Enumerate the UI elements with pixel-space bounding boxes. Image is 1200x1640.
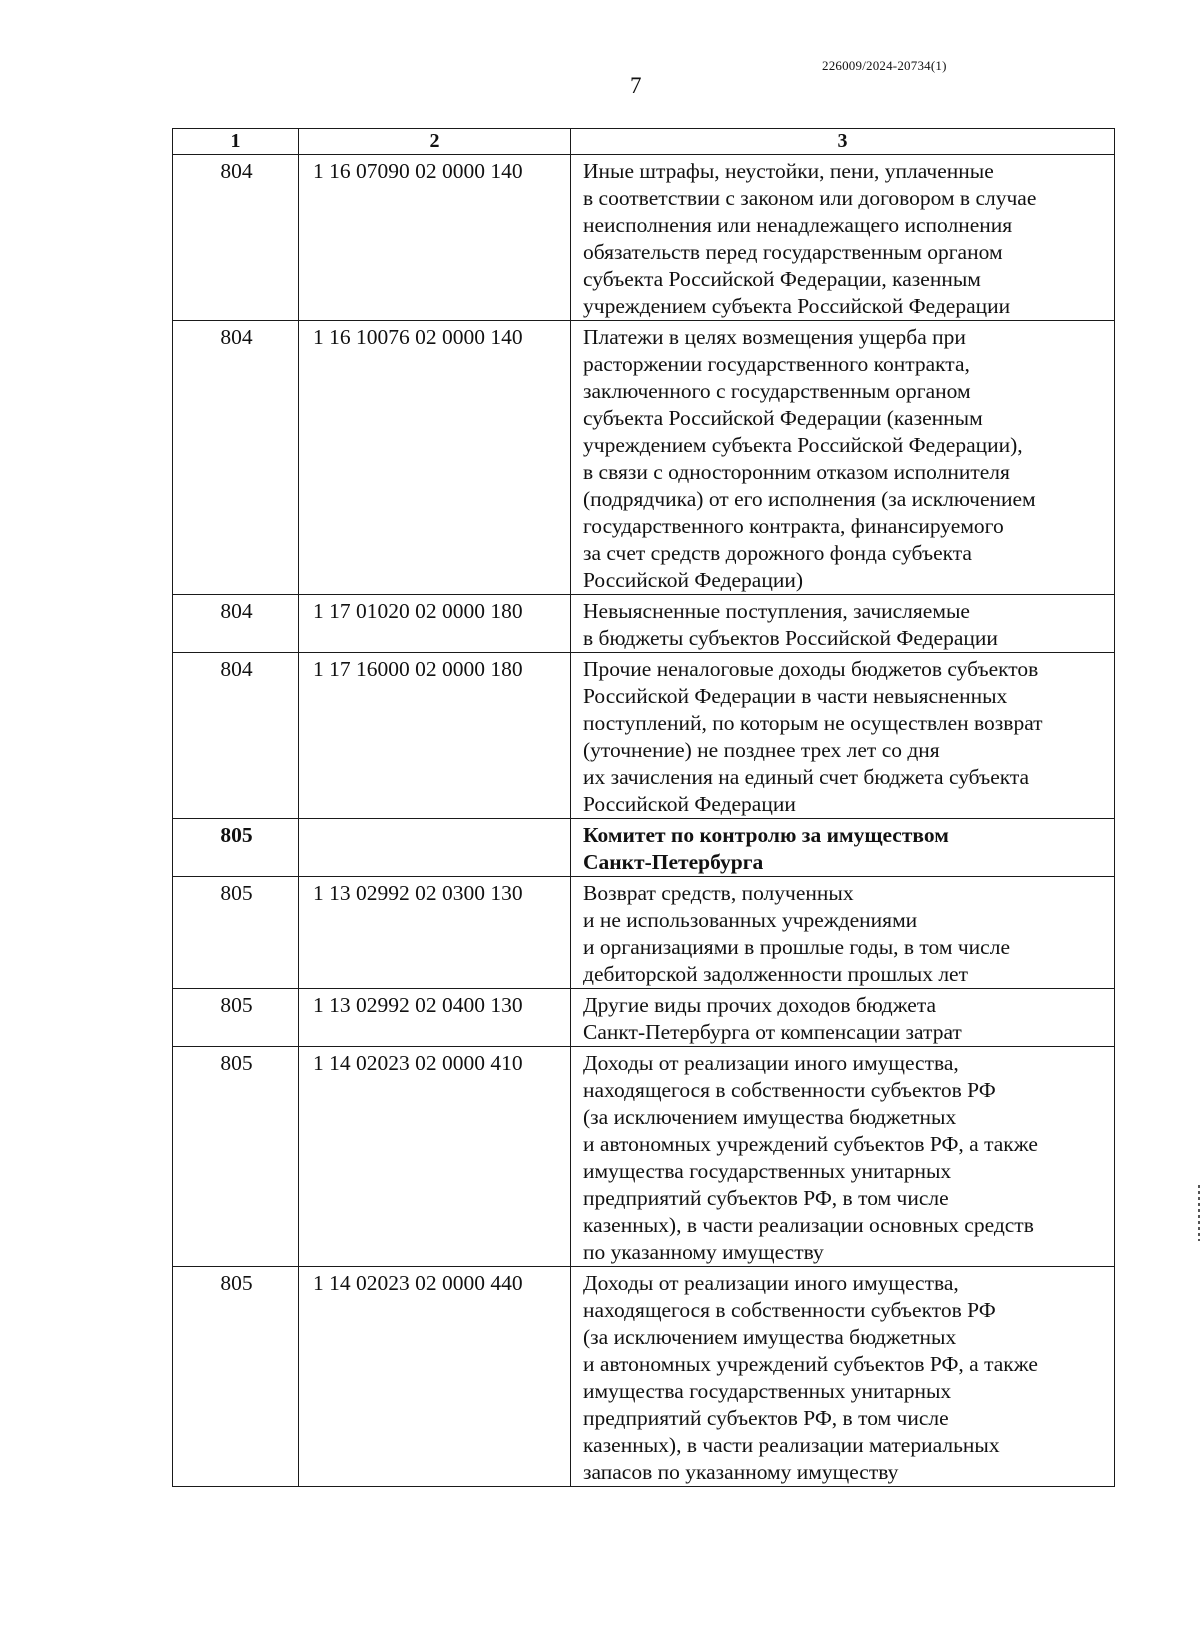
revenue-name-line: находящегося в собственности субъектов РФ [583, 1298, 996, 1322]
administrator-code-cell: 805 [173, 989, 299, 1047]
revenue-name-cell [571, 1267, 1115, 1487]
table-row [173, 595, 1115, 653]
revenue-name-line: Платежи в целях возмещения ущерба при [583, 325, 966, 349]
table-row [173, 653, 1115, 819]
table-row [173, 1267, 1115, 1487]
document-registration-number: 226009/2024-20734(1) [822, 58, 947, 73]
table-row [173, 155, 1115, 321]
revenue-name-cell [571, 877, 1115, 989]
revenue-name-cell [571, 989, 1115, 1047]
revenue-name-line: учреждением субъекта Российской Федерации), [583, 433, 1023, 457]
revenue-name-line: за счет средств дорожного фонда субъекта [583, 541, 972, 565]
revenue-name-line: запасов по указанному имуществу [583, 1460, 899, 1484]
administrator-code-cell: 804 [173, 653, 299, 819]
table-section-row [173, 819, 1115, 877]
table-row [173, 321, 1115, 595]
budget-classification-code-cell: 1 16 10076 02 0000 140 [299, 321, 571, 595]
revenue-codes-table [172, 128, 1115, 1487]
revenue-name-line: предприятий субъектов РФ, в том числе [583, 1186, 949, 1210]
administrator-code-cell: 804 [173, 595, 299, 653]
table-header [173, 129, 1115, 155]
revenue-name-line: Невыясненные поступления, зачисляемые [583, 599, 970, 623]
revenue-name-line: по указанному имуществу [583, 1240, 824, 1264]
table-row [173, 989, 1115, 1047]
revenue-name-line: неисполнения или ненадлежащего исполнения [583, 213, 1013, 237]
revenue-name-line: в связи с односторонним отказом исполнителя [583, 460, 1010, 484]
column-header-2: 2 [299, 129, 571, 155]
revenue-name-line: и не использованных учреждениями [583, 908, 918, 932]
budget-classification-code-cell [299, 819, 571, 877]
table-row [173, 1047, 1115, 1267]
revenue-name-line: казенных), в части реализации основных средств [583, 1213, 1034, 1237]
revenue-name-line: в соответствии с законом или договором в случае [583, 186, 1037, 210]
revenue-name-cell [571, 653, 1115, 819]
revenue-name-line: Российской Федерации [583, 792, 796, 816]
revenue-name-line: заключенного с государственным органом [583, 379, 971, 403]
administrator-code-cell: 805 [173, 819, 299, 877]
table-body [173, 155, 1115, 1487]
revenue-name-line: (за исключением имущества бюджетных [583, 1325, 957, 1349]
revenue-name-cell [571, 1047, 1115, 1267]
revenue-name-line: Санкт-Петербурга от компенсации затрат [583, 1020, 962, 1044]
administrator-code-cell: 805 [173, 1267, 299, 1487]
revenue-name-line: Санкт-Петербурга [583, 850, 764, 874]
revenue-name-line: находящегося в собственности субъектов РФ [583, 1078, 996, 1102]
revenue-name-line: и автономных учреждений субъектов РФ, а также [583, 1352, 1038, 1376]
revenue-name-cell [571, 819, 1115, 877]
administrator-code-cell: 805 [173, 1047, 299, 1267]
budget-classification-code-cell: 1 13 02992 02 0300 130 [299, 877, 571, 989]
revenue-name-line: Доходы от реализации иного имущества, [583, 1271, 959, 1295]
revenue-name-line: Российской Федерации в части невыясненных [583, 684, 1008, 708]
table-header-row [173, 129, 1115, 155]
revenue-name-line: поступлений, по которым не осуществлен возврат [583, 711, 1043, 735]
table-row [173, 877, 1115, 989]
revenue-name-line: субъекта Российской Федерации (казенным [583, 406, 983, 430]
revenue-name-line: дебиторской задолженности прошлых лет [583, 962, 968, 986]
administrator-code-cell: 804 [173, 155, 299, 321]
page-number: 7 [630, 73, 642, 98]
budget-classification-code-cell: 1 17 16000 02 0000 180 [299, 653, 571, 819]
revenue-name-line: субъекта Российской Федерации, казенным [583, 267, 981, 291]
revenue-name-line: (подрядчика) от его исполнения (за исключением [583, 487, 1036, 511]
revenue-name-line: государственного контракта, финансируемого [583, 514, 1004, 538]
column-header-3: 3 [571, 129, 1115, 155]
revenue-name-line: и автономных учреждений субъектов РФ, а также [583, 1132, 1038, 1156]
revenue-name-line: учреждением субъекта Российской Федерации [583, 294, 1011, 318]
column-header-1: 1 [173, 129, 299, 155]
revenue-name-line: Доходы от реализации иного имущества, [583, 1051, 959, 1075]
revenue-name-line: Иные штрафы, неустойки, пени, уплаченные [583, 159, 994, 183]
revenue-name-line: имущества государственных унитарных [583, 1379, 952, 1403]
budget-classification-code-cell: 1 17 01020 02 0000 180 [299, 595, 571, 653]
revenue-name-line: их зачисления на единый счет бюджета субъекта [583, 765, 1030, 789]
revenue-name-cell [571, 595, 1115, 653]
revenue-name-line: предприятий субъектов РФ, в том числе [583, 1406, 949, 1430]
revenue-name-line: (за исключением имущества бюджетных [583, 1105, 957, 1129]
revenue-name-line: и организациями в прошлые годы, в том числе [583, 935, 1010, 959]
revenue-name-line: Комитет по контролю за имуществом [583, 823, 949, 847]
revenue-name-line: Прочие неналоговые доходы бюджетов субъектов [583, 657, 1039, 681]
revenue-name-line: имущества государственных унитарных [583, 1159, 952, 1183]
revenue-name-line: казенных), в части реализации материальных [583, 1433, 1000, 1457]
revenue-name-cell [571, 155, 1115, 321]
budget-classification-code-cell: 1 14 02023 02 0000 440 [299, 1267, 571, 1487]
revenue-name-line: (уточнение) не позднее трех лет со дня [583, 738, 940, 762]
administrator-code-cell: 804 [173, 321, 299, 595]
revenue-name-line: в бюджеты субъектов Российской Федерации [583, 626, 998, 650]
revenue-name-line: обязательств перед государственным органом [583, 240, 1003, 264]
budget-classification-code-cell: 1 13 02992 02 0400 130 [299, 989, 571, 1047]
revenue-name-cell [571, 321, 1115, 595]
revenue-name-line: Российской Федерации) [583, 568, 804, 592]
revenue-name-line: расторжении государственного контракта, [583, 352, 970, 376]
revenue-name-line: Другие виды прочих доходов бюджета [583, 993, 937, 1017]
revenue-codes-table-container [172, 128, 1114, 1487]
budget-classification-code-cell: 1 16 07090 02 0000 140 [299, 155, 571, 321]
administrator-code-cell: 805 [173, 877, 299, 989]
revenue-name-line: Возврат средств, полученных [583, 881, 854, 905]
budget-classification-code-cell: 1 14 02023 02 0000 410 [299, 1047, 571, 1267]
